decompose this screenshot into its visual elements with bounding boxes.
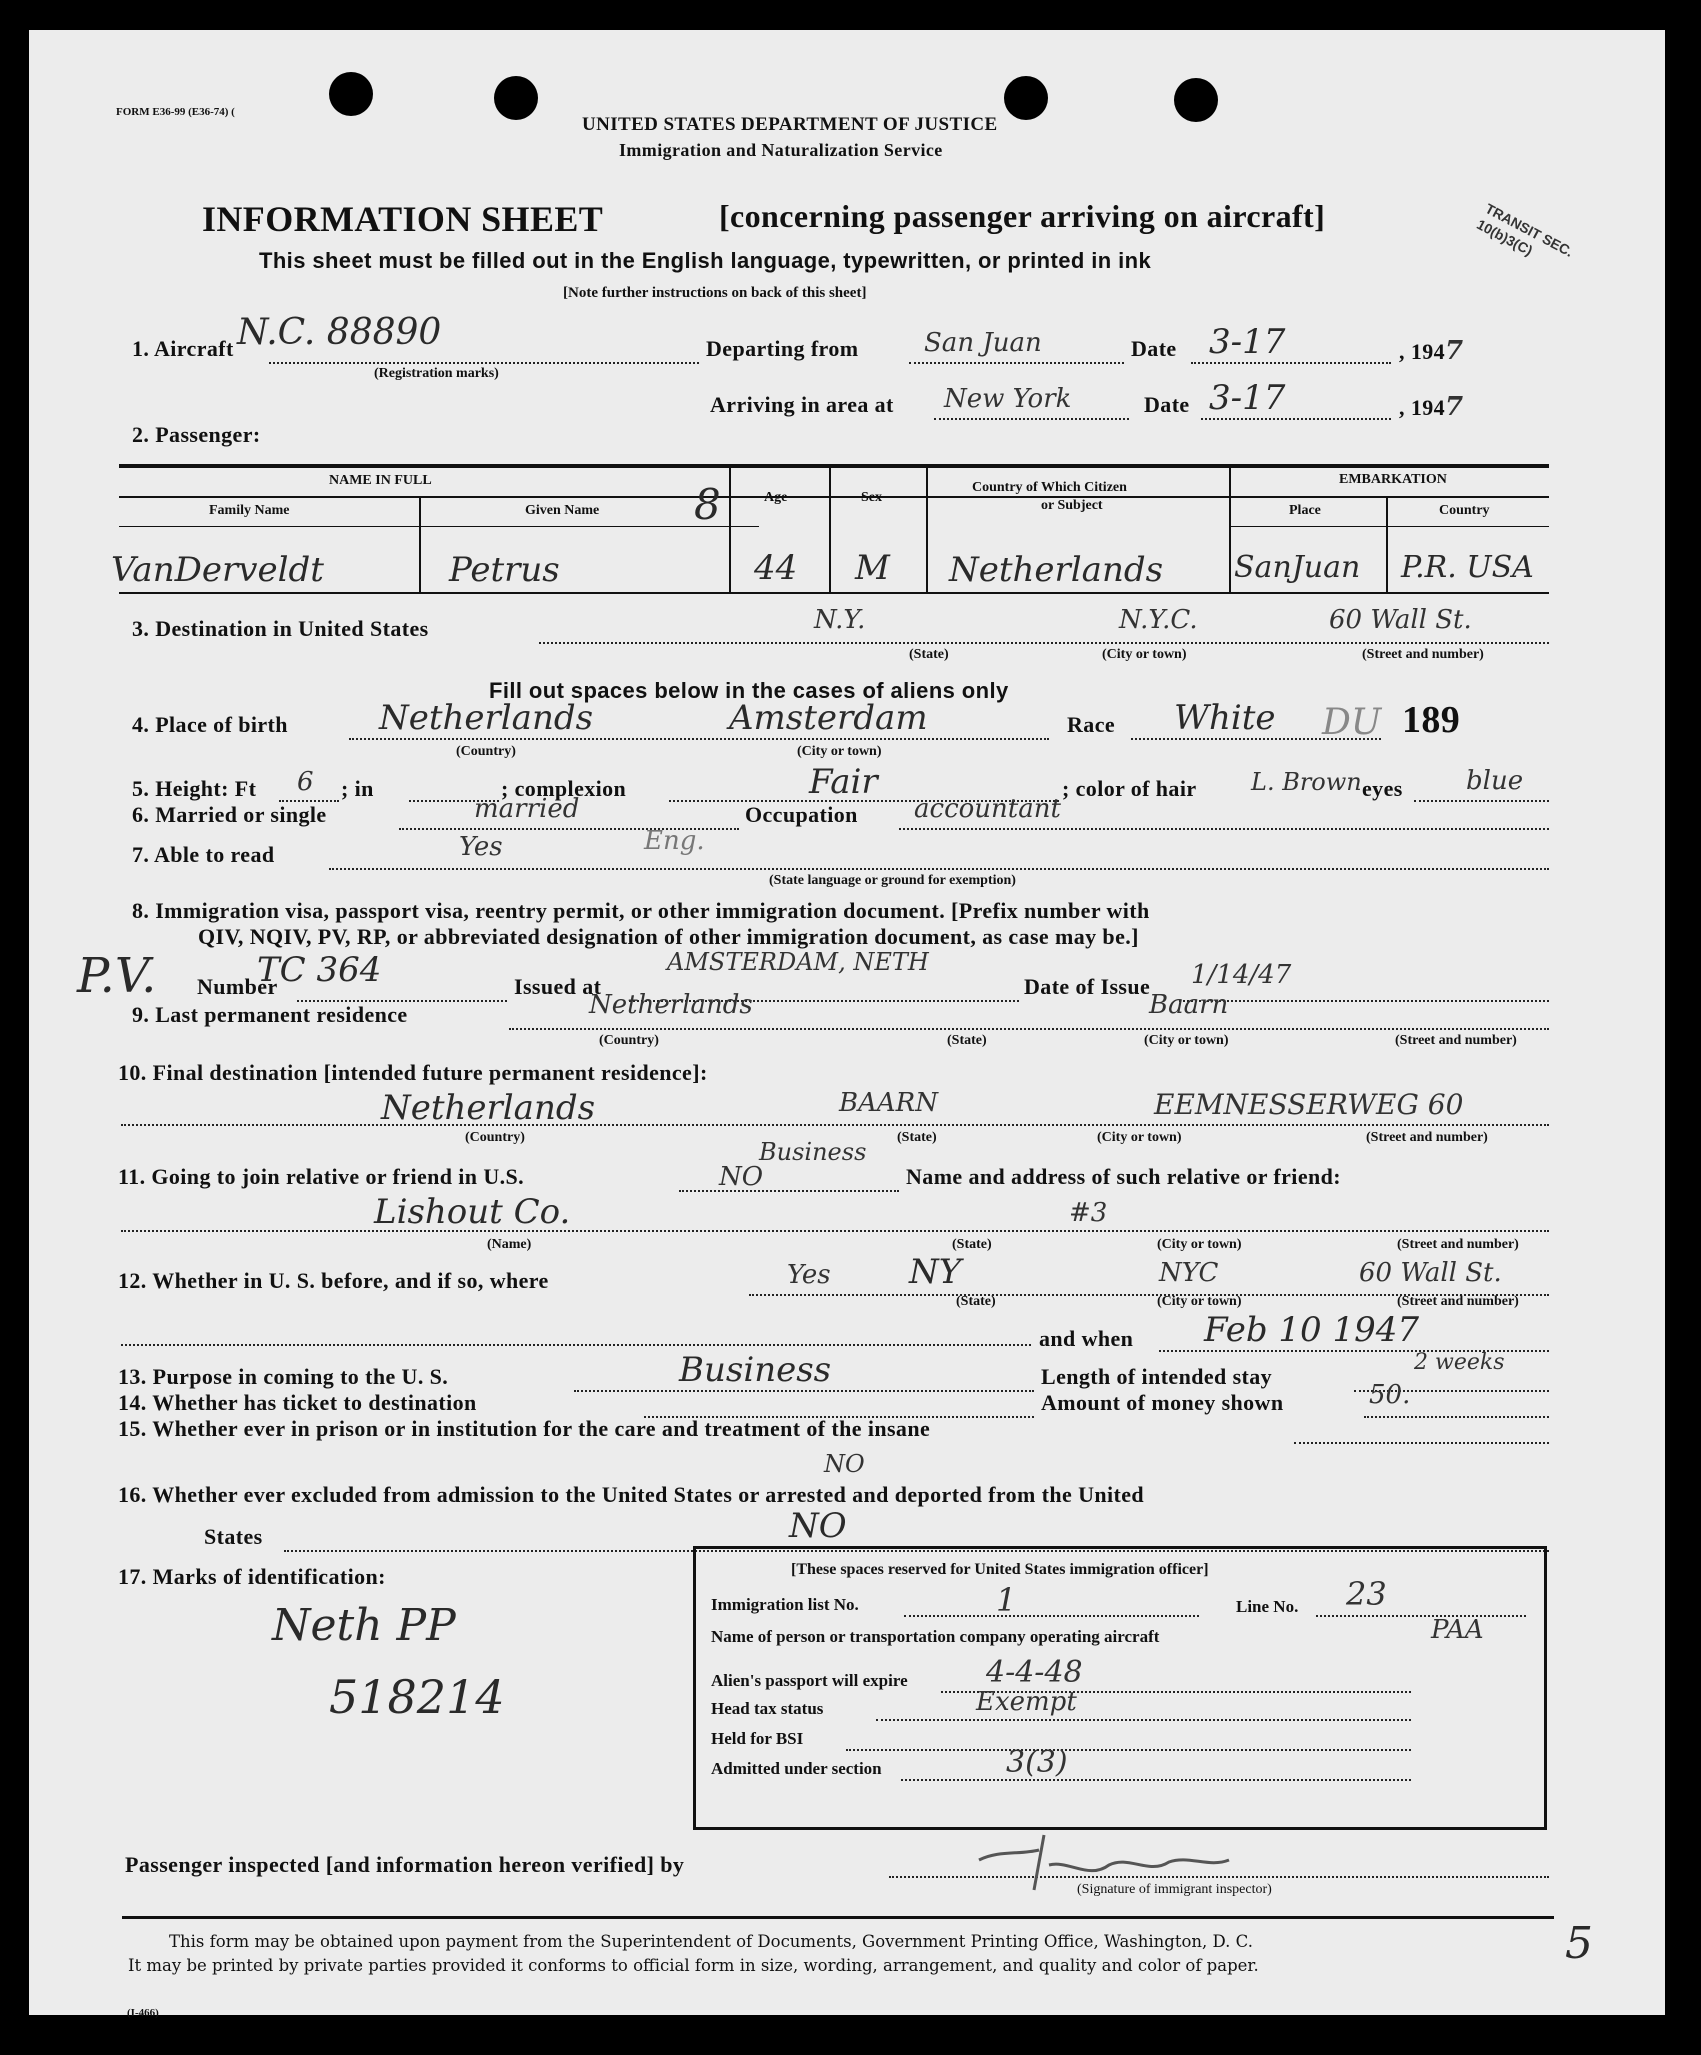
- height-ft: 6: [297, 767, 314, 797]
- join-relative-note: Business: [759, 1138, 867, 1166]
- birthplace-city: Amsterdam: [729, 698, 928, 738]
- complexion-value: Fair: [809, 762, 878, 802]
- final-destination-sub-city: (City or town): [1097, 1130, 1182, 1145]
- visa-prefix: P.V.: [77, 948, 157, 1004]
- year-suffix: 7: [1445, 336, 1464, 366]
- family-name-value: VanDerveldt: [111, 550, 324, 590]
- marital-value: married: [474, 794, 580, 824]
- marital-label: 6. Married or single: [132, 802, 327, 827]
- destination-city: N.Y.C.: [1119, 605, 1198, 635]
- prison-value: NO: [824, 1450, 865, 1478]
- complexion-label: ; complexion: [501, 776, 627, 801]
- list-no-value: 1: [996, 1581, 1017, 1619]
- passenger-label: 2. Passenger:: [132, 422, 261, 447]
- relative-name: Lishout Co.: [374, 1192, 571, 1232]
- last-residence-country: Netherlands: [589, 990, 753, 1020]
- year-prefix: 194: [1410, 339, 1446, 364]
- purpose-value: Business: [679, 1350, 832, 1390]
- officer-box: [693, 1546, 1547, 1830]
- read-language: Eng.: [644, 826, 705, 856]
- previous-visit-sub-street: (Street and number): [1397, 1294, 1519, 1309]
- officer-box-heading: [These spaces reserved for United States immigration officer]: [791, 1561, 1209, 1578]
- departing-value: San Juan: [924, 328, 1042, 358]
- last-residence-label: 9. Last permanent residence: [132, 1002, 408, 1027]
- occupation-label: Occupation: [745, 802, 858, 827]
- height-in-label: ; in: [341, 776, 374, 801]
- arriving-date-label: Date: [1144, 392, 1190, 417]
- destination-label: 3. Destination in United States: [132, 616, 429, 641]
- given-name-header: Given Name: [525, 503, 600, 518]
- visa-number: TC 364: [257, 950, 382, 990]
- arriving-label: Arriving in area at: [710, 392, 894, 417]
- aircraft-value: N.C. 88890: [237, 312, 442, 353]
- inspected-label: Passenger inspected [and information hereon verified] by: [125, 1852, 685, 1877]
- year-suffix: 7: [1445, 392, 1464, 422]
- join-relative-value: NO: [719, 1162, 764, 1192]
- final-destination-street: EEMNESSERWEG 60: [1154, 1088, 1464, 1121]
- departing-label: Departing from: [706, 336, 859, 361]
- arriving-date: 3-17: [1209, 378, 1286, 418]
- form-number: FORM E36-99 (E36-74) (: [116, 106, 235, 118]
- embarkation-country-header: Country: [1439, 503, 1490, 518]
- previous-visit-sub-state: (State): [956, 1294, 996, 1309]
- passport-expire-value: 4-4-48: [986, 1655, 1083, 1690]
- embarkation-header: EMBARKATION: [1339, 472, 1447, 487]
- destination-sub-city: (City or town): [1102, 647, 1187, 662]
- departing-year: , 1947: [1399, 336, 1464, 366]
- relative-sub-state: (State): [952, 1237, 992, 1252]
- arriving-year: , 1947: [1399, 392, 1464, 422]
- destination-state: N.Y.: [814, 605, 866, 635]
- footer-line2: It may be printed by private parties provided it conforms to official form in size, wording, arrangement, and quality and color of paper.: [128, 1956, 1259, 1975]
- purpose-label: 13. Purpose in coming to the U. S.: [118, 1364, 449, 1389]
- read-sub: (State language or ground for exemption): [769, 873, 1016, 888]
- birthplace-country: Netherlands: [379, 698, 594, 738]
- line-no-label: Line No.: [1236, 1597, 1299, 1616]
- final-destination-sub-state: (State): [897, 1130, 937, 1145]
- bsi-label: Held for BSI: [711, 1729, 804, 1748]
- visa-issue-date-label: Date of Issue: [1024, 974, 1151, 999]
- embarkation-place-header: Place: [1289, 503, 1321, 518]
- name-mark: 8: [694, 480, 721, 529]
- destination-sub-state: (State): [909, 647, 949, 662]
- ticket-label: 14. Whether has ticket to destination: [118, 1390, 477, 1415]
- previous-visit-when-label: and when: [1039, 1326, 1134, 1351]
- aircraft-sub: (Registration marks): [374, 366, 499, 381]
- punch-hole: [1004, 76, 1048, 120]
- money-value: 50.: [1369, 1380, 1411, 1410]
- destination-street: 60 Wall St.: [1329, 605, 1472, 635]
- excluded-line1: 16. Whether ever excluded from admission to the United States or arrested and deported from the United: [118, 1482, 1145, 1507]
- aircraft-label: 1. Aircraft: [132, 336, 234, 361]
- height-label: 5. Height: Ft: [132, 776, 257, 801]
- hair-label: ; color of hair: [1062, 776, 1197, 801]
- eyes-label: eyes: [1362, 776, 1403, 801]
- immigration-doc-line1: 8. Immigration visa, passport visa, reentry permit, or other immigration document. [Prefix number with: [132, 898, 1150, 923]
- previous-visit-state: NY: [909, 1252, 962, 1292]
- stay-label: Length of intended stay: [1041, 1364, 1273, 1389]
- family-name-header: Family Name: [209, 503, 290, 518]
- final-destination-state: BAARN: [839, 1088, 938, 1118]
- previous-visit-sub-city: (City or town): [1157, 1294, 1242, 1309]
- birthplace-sub-country: (Country): [456, 744, 516, 759]
- transit-stamp: TRANSIT SEC. 10(b)3(C): [1474, 200, 1577, 260]
- final-destination-sub-street: (Street and number): [1366, 1130, 1488, 1145]
- join-relative-label: 11. Going to join relative or friend in U.S.: [118, 1164, 525, 1189]
- instruction-note: [Note further instructions on back of this sheet]: [563, 285, 867, 301]
- form-title-bracket: [concerning passenger arriving on aircraft]: [719, 198, 1326, 234]
- previous-visit-street: 60 Wall St.: [1359, 1258, 1502, 1288]
- birthplace-label: 4. Place of birth: [132, 712, 288, 737]
- race-value: White: [1174, 698, 1276, 738]
- name-in-full-header: NAME IN FULL: [329, 473, 432, 488]
- race-label: Race: [1067, 712, 1116, 737]
- prison-label: 15. Whether ever in prison or in institution for the care and treatment of the insane: [118, 1416, 931, 1441]
- stamp-number: 189: [1402, 699, 1461, 741]
- occupation-value: accountant: [914, 794, 1061, 824]
- visa-number-label: Number: [197, 974, 278, 999]
- stay-value: 2 weeks: [1414, 1350, 1505, 1375]
- age-header: Age: [764, 490, 788, 505]
- read-label: 7. Able to read: [132, 842, 275, 867]
- punch-hole: [329, 72, 373, 116]
- instruction-text: This sheet must be filled out in the English language, typewritten, or printed in ink: [259, 248, 1152, 273]
- final-destination-label: 10. Final destination [intended future permanent residence]:: [118, 1060, 708, 1085]
- departing-date-label: Date: [1131, 336, 1177, 361]
- form-paper: [29, 30, 1665, 2019]
- previous-visit-value: Yes: [787, 1260, 831, 1290]
- relative-name-address-label: Name and address of such relative or friend:: [906, 1164, 1341, 1189]
- last-residence-sub-city: (City or town): [1144, 1033, 1229, 1048]
- relative-street: #3: [1069, 1198, 1108, 1228]
- embarkation-country-value: P.R. USA: [1401, 550, 1534, 585]
- relative-sub-street: (Street and number): [1397, 1237, 1519, 1252]
- visa-issued-place: AMSTERDAM, NETH: [667, 948, 929, 976]
- list-no-label: Immigration list No.: [711, 1595, 859, 1614]
- head-tax-value: Exempt: [976, 1687, 1077, 1717]
- company-label: Name of person or transportation company operating aircraft: [711, 1627, 1160, 1646]
- aliens-heading: Fill out spaces below in the cases of aliens only: [489, 678, 1009, 703]
- departing-date: 3-17: [1209, 322, 1286, 362]
- race-code: DU: [1322, 702, 1382, 743]
- visa-issued-label: Issued at: [514, 974, 602, 999]
- destination-sub-street: (Street and number): [1362, 647, 1484, 662]
- country-header-line1: Country of Which Citizen: [972, 480, 1127, 495]
- head-tax-label: Head tax status: [711, 1699, 824, 1718]
- embarkation-place-value: SanJuan: [1234, 550, 1361, 585]
- admitted-label: Admitted under section: [711, 1759, 882, 1778]
- previous-visit-when: Feb 10 1947: [1204, 1310, 1420, 1350]
- final-destination-sub-country: (Country): [465, 1130, 525, 1145]
- sex-value: M: [855, 548, 890, 588]
- footer-line1: This form may be obtained upon payment from the Superintendent of Documents, Government Printing Office, Washington, D. C.: [169, 1932, 1253, 1951]
- line-no-value: 23: [1346, 1575, 1387, 1613]
- last-residence-sub-country: (Country): [599, 1033, 659, 1048]
- identification-line1: Neth PP: [272, 1600, 456, 1651]
- eyes-value: blue: [1466, 766, 1524, 796]
- previous-visit-label: 12. Whether in U. S. before, and if so, where: [118, 1268, 549, 1293]
- last-residence-city: Baarn: [1149, 990, 1229, 1020]
- last-residence-sub-state: (State): [947, 1033, 987, 1048]
- punch-hole: [1174, 78, 1218, 122]
- sex-header: Sex: [861, 490, 882, 505]
- excluded-line2: States: [204, 1524, 263, 1549]
- page-mark: 5: [1565, 1918, 1593, 1969]
- final-destination-country: Netherlands: [381, 1088, 596, 1128]
- identification-line2: 518214: [329, 1670, 505, 1724]
- money-label: Amount of money shown: [1041, 1390, 1284, 1415]
- year-prefix: 194: [1410, 395, 1446, 420]
- citizenship-value: Netherlands: [949, 550, 1164, 590]
- identification-label: 17. Marks of identification:: [118, 1564, 386, 1589]
- excluded-value: NO: [789, 1506, 847, 1546]
- department-heading: UNITED STATES DEPARTMENT OF JUSTICE: [582, 114, 998, 135]
- immigration-doc-line2: QIV, NQIV, PV, RP, or abbreviated designation of other immigration document, as case may be.]: [198, 924, 1139, 949]
- age-value: 44: [754, 548, 798, 588]
- form-code: (I-466): [127, 2007, 159, 2019]
- last-residence-sub-street: (Street and number): [1395, 1033, 1517, 1048]
- punch-hole: [494, 76, 538, 120]
- visa-issue-date: 1/14/47: [1191, 960, 1292, 990]
- hair-value: L. Brown: [1251, 768, 1362, 796]
- form-title: INFORMATION SHEET: [202, 199, 604, 239]
- passport-expire-label: Alien's passport will expire: [711, 1671, 908, 1690]
- country-header-line2: or Subject: [1041, 498, 1103, 513]
- arriving-value: New York: [944, 384, 1072, 414]
- birthplace-sub-city: (City or town): [797, 744, 882, 759]
- relative-sub-name: (Name): [487, 1237, 532, 1252]
- relative-sub-city: (City or town): [1157, 1237, 1242, 1252]
- admitted-value: 3(3): [1006, 1745, 1068, 1780]
- read-value: Yes: [459, 832, 503, 862]
- service-heading: Immigration and Naturalization Service: [619, 140, 943, 160]
- previous-visit-city: NYC: [1159, 1258, 1219, 1288]
- given-name-value: Petrus: [449, 550, 560, 590]
- company-value: PAA: [1431, 1615, 1484, 1645]
- inspector-signature-sub: (Signature of immigrant inspector): [1077, 1882, 1272, 1897]
